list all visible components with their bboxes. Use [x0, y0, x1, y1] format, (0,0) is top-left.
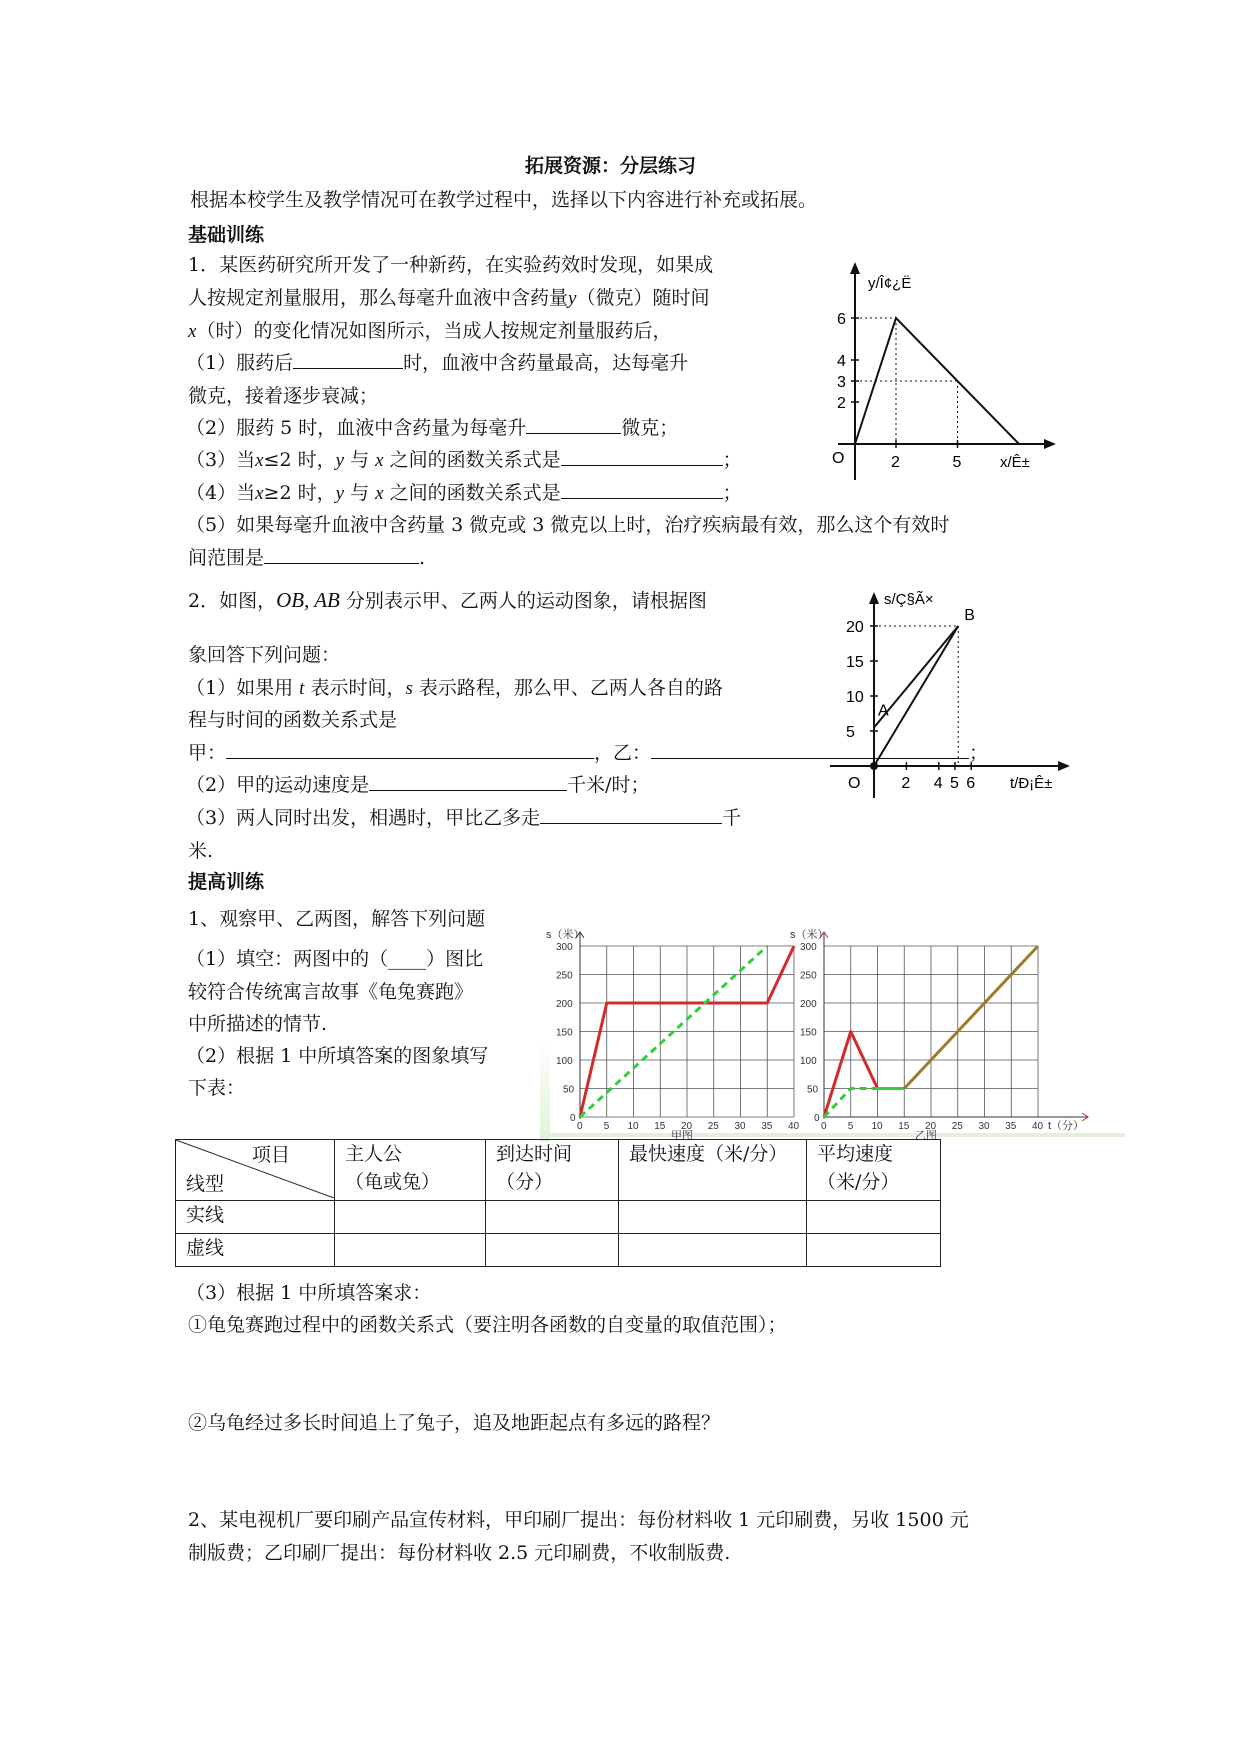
- q1-line2: 人按规定剂量服用，那么每毫升血液中含药量y（微克）随时间: [188, 287, 710, 309]
- chart-xtick-label: 30: [978, 1121, 990, 1132]
- diag-bottom-label: 线型: [186, 1173, 225, 1195]
- chart-ytick-label: 300: [800, 942, 817, 953]
- chart-ytick-label: 250: [556, 970, 573, 982]
- chart-ytick-label: 300: [556, 942, 573, 953]
- q2-line1: 2．如图，OB, AB 分别表示甲、乙两人的运动图象，请根据图: [188, 588, 707, 612]
- q2-blank-speed[interactable]: [369, 772, 567, 791]
- graph1-ylabel: y/Î¢¿Ë: [868, 275, 912, 292]
- cell-dashed-arrival[interactable]: [486, 1234, 619, 1267]
- chart-xtick-label: 0: [577, 1121, 583, 1132]
- q2-line2: 象回答下列问题：: [188, 644, 341, 666]
- chart-xtick-label: 20: [681, 1121, 693, 1132]
- cell-solid-protagonist[interactable]: [335, 1201, 486, 1234]
- chart-series-solid: [904, 946, 1038, 1089]
- graph2-xtick-label: 2: [901, 775, 911, 792]
- q1-part1: （1）服药后 时，血液中含药量最高，达每毫升: [186, 352, 689, 374]
- cell-dashed-avg[interactable]: [807, 1234, 941, 1267]
- chart-ytick-label: 0: [570, 1113, 576, 1124]
- cell-solid-arrival[interactable]: [486, 1201, 619, 1234]
- graph2-xtick-label: 4: [933, 775, 943, 792]
- q3-part1c: 中所描述的情节.: [188, 1013, 328, 1035]
- chart-xlabel: 甲图: [670, 1130, 693, 1142]
- chart-xlabel: 乙图: [914, 1130, 937, 1142]
- chart-xtick-label: 25: [707, 1121, 719, 1132]
- cell-dashed-protagonist[interactable]: [335, 1234, 486, 1267]
- q2-blank-jia[interactable]: [226, 740, 594, 759]
- chart-xtick-label: 40: [1032, 1121, 1044, 1132]
- graph2-ytick-label: 20: [846, 619, 864, 636]
- q1-part3: （3）当x≤2 时，y 与 x 之间的函数关系式是 ；: [186, 449, 742, 471]
- graph1-ytick-label: 2: [837, 395, 846, 412]
- graph2-ytick-label: 15: [846, 654, 864, 671]
- col-header-max-speed: 最快速度（米/分）: [619, 1140, 807, 1201]
- chart-ytick-label: 150: [800, 1027, 817, 1039]
- chart-xtick-label: 15: [898, 1121, 910, 1132]
- q1-line3: x（时）的变化情况如图所示，当成人按规定剂量服药后，: [188, 320, 672, 342]
- q2-blank-diff[interactable]: [540, 805, 722, 824]
- table-diag-header: [176, 1140, 335, 1201]
- chart-ytick-label: 150: [556, 1027, 573, 1039]
- q1-blank-3[interactable]: [561, 447, 723, 466]
- q2-part1: （1）如果用 t 表示时间，s 表示路程，那么甲、乙两人各自的路: [186, 677, 723, 699]
- chart-ylabel: s（米）: [790, 929, 829, 941]
- graph2-ylabel: s/Ç§Ã×: [884, 591, 934, 608]
- q3-part1b: 较符合传统寓言故事《龟兔赛跑》: [188, 981, 474, 1003]
- q2-part1-cont: 程与时间的函数关系式是: [188, 709, 398, 731]
- chart-xtick-label: 10: [871, 1121, 883, 1132]
- cell-solid-avg[interactable]: [807, 1201, 941, 1234]
- q3-sub1: ①龟兔赛跑过程中的函数关系式（要注明各函数的自变量的取值范围）；: [188, 1314, 787, 1336]
- col-header-protagonist: 主人公 （龟或兔）: [335, 1140, 486, 1201]
- q3-sub2: ②乌龟经过多长时间追上了兔子，追及地距起点有多远的路程？: [188, 1412, 721, 1434]
- q1-blank-2[interactable]: [526, 415, 621, 434]
- graph1-xlabel: x/Ê±: [1000, 454, 1030, 471]
- q2-part3-cont: 米.: [188, 840, 214, 862]
- drug-concentration-graph: [810, 258, 1060, 488]
- chart-ylabel: s（米）: [546, 929, 585, 941]
- diag-top-label: 项目: [252, 1144, 291, 1166]
- chart-ytick-label: 0: [814, 1113, 820, 1124]
- graph2-xtick-label: 6: [966, 775, 976, 792]
- q3-part1a: （1）填空：两图中的（____）图比: [186, 948, 484, 970]
- graph2-origin: O: [848, 775, 861, 792]
- chart-xtick-label: 25: [951, 1121, 963, 1132]
- chart-xtick-label: 5: [847, 1121, 854, 1132]
- graph2-xlabel: t/Ð¡Ê±: [1010, 775, 1053, 792]
- row-label-dashed: 虚线: [176, 1234, 335, 1267]
- graph1-xtick-label: 2: [891, 454, 900, 471]
- q4-line1: 2、某电视机厂要印刷产品宣传材料，甲印刷厂提出：每份材料收 1 元印刷费，另收 1500 元: [188, 1509, 969, 1531]
- cell-dashed-max[interactable]: [619, 1234, 807, 1267]
- chart-x-unit: t（分）: [1048, 1120, 1085, 1132]
- graph2-ytick-label: 10: [846, 689, 864, 706]
- motion-graph: [830, 588, 1075, 803]
- q1-part2: （2）服药 5 时，血液中含药量为每毫升 微克；: [186, 417, 679, 439]
- chart-ytick-label: 50: [807, 1084, 819, 1096]
- graph2-label-B: B: [964, 607, 975, 624]
- graph1-origin: O: [832, 450, 845, 467]
- q3-part2b: 下表：: [188, 1077, 246, 1099]
- graph1-xtick-label: 5: [952, 454, 962, 471]
- q2-part1-answers: 甲： ，乙： ；: [188, 742, 989, 764]
- q3-part2a: （2）根据 1 中所填答案的图象填写: [186, 1045, 489, 1067]
- q2-part2: （2）甲的运动速度是 千米/时；: [186, 774, 650, 796]
- section-adv-heading: 提高训练: [188, 871, 265, 893]
- q1-line1: 1．某医药研究所开发了一种新药，在实验药效时发现，如果成: [188, 254, 714, 276]
- q1-blank-4[interactable]: [561, 480, 723, 499]
- chart-xtick-label: 40: [788, 1121, 800, 1132]
- chart-ytick-label: 100: [800, 1056, 817, 1067]
- row-label-solid: 实线: [176, 1201, 335, 1234]
- col-header-avg-speed: 平均速度 （米/分）: [807, 1140, 941, 1201]
- q3-line1: 1、观察甲、乙两图，解答下列问题: [188, 908, 486, 930]
- chart-xtick-label: 15: [654, 1121, 666, 1132]
- chart-ytick-label: 200: [800, 999, 817, 1010]
- chart-xtick-label: 20: [925, 1121, 937, 1132]
- graph2-origin-dot: [870, 762, 878, 770]
- chart-xtick-label: 35: [1005, 1121, 1017, 1132]
- race-table: [175, 1139, 941, 1267]
- q1-part5: （5）如果每毫升血液中含药量 3 微克或 3 微克以上时，治疗疾病最有效，那么这个有效时: [186, 514, 950, 536]
- graph2-ytick-label: 5: [846, 724, 855, 741]
- q1-part5-cont: 间范围是 .: [188, 547, 426, 569]
- page-title: 拓展资源：分层练习: [525, 155, 697, 177]
- chart-ytick-label: 50: [563, 1084, 575, 1096]
- graph2-xtick-label: 5: [950, 775, 959, 792]
- q1-part1-cont: 微克，接着逐步衰减；: [188, 385, 379, 407]
- graph2-label-A: A: [878, 702, 889, 720]
- chart-xtick-label: 0: [821, 1121, 827, 1132]
- q2-part3: （3）两人同时出发，相遇时，甲比乙多走 千: [186, 807, 742, 829]
- cell-solid-max[interactable]: [619, 1201, 807, 1234]
- chart-xtick-label: 10: [627, 1121, 639, 1132]
- graph1-ytick-label: 4: [837, 353, 846, 370]
- chart-xtick-label: 35: [761, 1121, 773, 1132]
- intro-text: 根据本校学生及教学情况可在教学过程中，选择以下内容进行补充或拓展。: [190, 189, 818, 211]
- chart-ytick-label: 250: [800, 970, 817, 982]
- chart-ytick-label: 100: [556, 1056, 573, 1067]
- graph1-ytick-label: 3: [837, 374, 846, 391]
- graph1-ytick-label: 6: [837, 311, 846, 328]
- race-charts: [540, 920, 1125, 1145]
- q4-line2: 制版费；乙印刷厂提出：每份材料收 2.5 元印刷费，不收制版费.: [188, 1542, 731, 1564]
- q3-part3: （3）根据 1 中所填答案求：: [186, 1282, 432, 1304]
- q1-blank-1[interactable]: [293, 350, 403, 369]
- q1-blank-5[interactable]: [264, 545, 419, 564]
- chart-xtick-label: 5: [603, 1121, 610, 1132]
- chart-ytick-label: 200: [556, 999, 573, 1010]
- q1-part4: （4）当x≥2 时，y 与 x 之间的函数关系式是 ；: [186, 482, 742, 504]
- col-header-arrival: 到达时间 （分）: [486, 1140, 619, 1201]
- chart-xtick-label: 30: [734, 1121, 746, 1132]
- graph2-line-OB: [874, 626, 958, 766]
- section-basic-heading: 基础训练: [188, 224, 265, 246]
